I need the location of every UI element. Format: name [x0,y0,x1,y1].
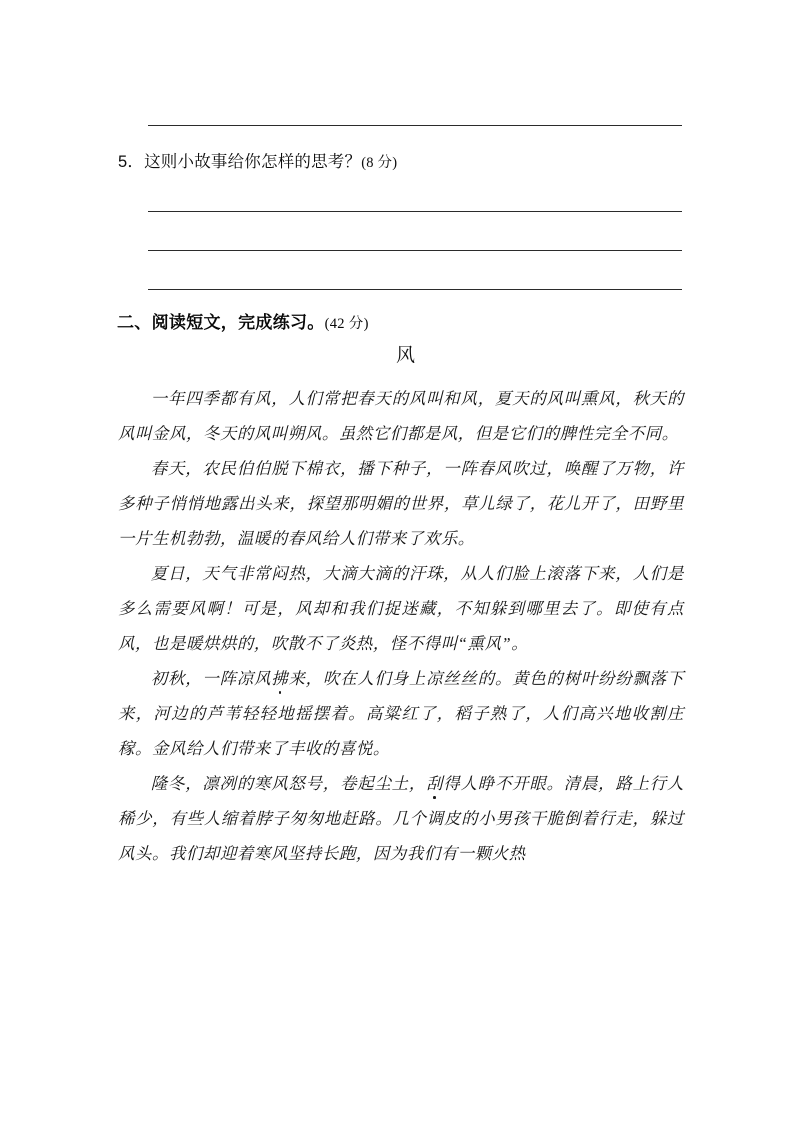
answer-line-prev-question [148,125,682,126]
answer-line-q5-2[interactable] [148,250,682,251]
article-paragraph [118,451,684,556]
section-2-marker: 二、 [117,313,152,332]
article-text-run: 春天，农民伯伯脱下棉衣，播下种子，一阵春风吹过，唤醒了万物，许多种子悄悄地露出头来，探望那明媚的世界，草儿绿了，花儿开了，田野里一片生机勃勃，温暖的春风给人们带来了欢乐。 [118,459,684,548]
reading-passage [118,340,684,871]
emphasis-char: 刮 [426,774,444,793]
question-5-heading [118,148,397,172]
section-2-heading [117,308,369,333]
section-2-score: (42 分) [324,316,369,332]
question-5-separator: ． [127,153,145,171]
emphasis-char: 拂 [271,669,289,688]
article-title: 风 [395,345,416,366]
article-text-run: 得人睁不开眼。清晨，路上行人稀少，有些人缩着脖子匆匆地赶路。几个调皮的小男孩干脆倒着行走，躲过风头。我们却迎着寒风坚持长跑，因为我们有一颗火热 [118,774,684,863]
question-5-score: (8 分) [361,155,398,171]
article-body [118,381,684,871]
answer-line-q5-1[interactable] [148,211,682,212]
question-5-text: 这则小故事给你怎样的思考？ [144,153,362,171]
article-text-run: 一年四季都有风，人们常把春天的风叫和风，夏天的风叫熏风，秋天的风叫金风，冬天的风叫朔风。虽然它们都是风，但是它们的脾性完全不同。 [118,389,684,443]
article-paragraph [118,766,684,871]
article-paragraph [118,661,684,766]
article-text-run: 夏日，天气非常闷热，大滴大滴的汗珠，从人们脸上滚落下来，人们是多么需要风啊！可是，风却和我们捉迷藏，不知躲到哪里去了。即使有点风，也是暖烘烘的，吹散不了炎热，怪不得叫“熏风”。 [118,564,684,653]
question-5-number: 5 [118,153,128,171]
article-text-run: 隆冬，凛冽的寒风怒号，卷起尘土， [150,774,427,793]
article-paragraph [118,556,684,661]
section-2-text: 阅读短文，完成练习。 [151,313,325,332]
article-text-run: 来，吹在人们身上凉丝丝的。黄色的树叶纷纷飘落下来，河边的芦苇轻轻地摇摆着。高粱红了，稻子熟了，人们高兴地收割庄稼。金风给人们带来了丰收的喜悦。 [118,669,684,758]
article-paragraph [118,381,684,451]
article-text-run: 初秋，一阵凉风 [150,669,272,688]
answer-line-q5-3[interactable] [148,289,682,290]
